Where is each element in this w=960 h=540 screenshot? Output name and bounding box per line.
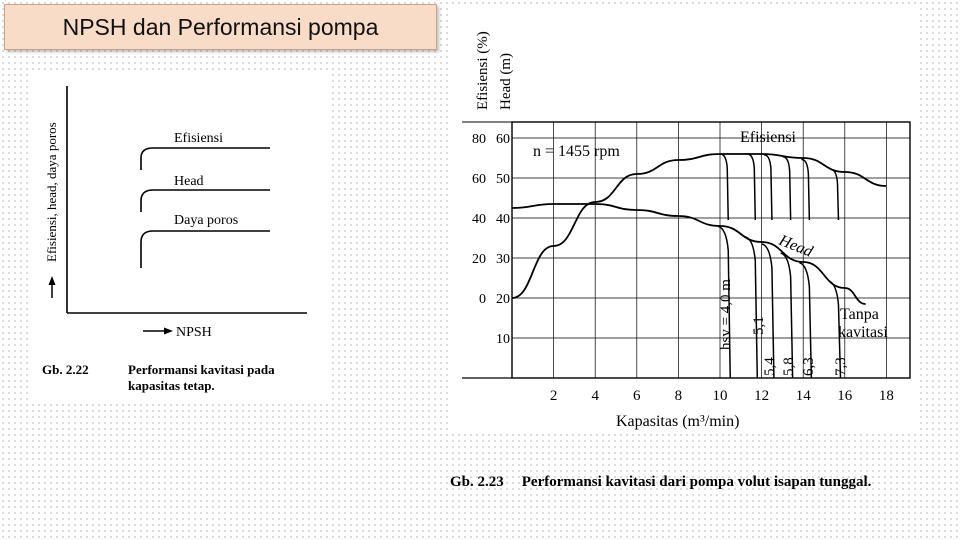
- figure-right-panel: [448, 8, 920, 432]
- right-eff-tick-label: 40: [472, 212, 486, 227]
- right-x-tick-label: 12: [754, 388, 770, 404]
- slide-title: NPSH dan Performansi pompa: [62, 13, 379, 40]
- caption-right: [450, 474, 871, 491]
- right-hsv-label-4: 6,3: [801, 357, 817, 376]
- right-hsv-label-2: 5,4: [762, 357, 778, 376]
- right-head-label: Head: [776, 231, 816, 261]
- right-hsv-label-3: 5,8: [781, 357, 797, 376]
- right-x-tick-label: 6: [633, 388, 641, 404]
- right-ylabel-head: Head (m): [498, 52, 514, 110]
- right-head-tick-label: 10: [496, 332, 510, 347]
- left-label-head: Head: [174, 174, 204, 189]
- figure-left-panel: [32, 74, 330, 402]
- caption-right-number: Gb. 2.23: [450, 474, 504, 490]
- right-head-tick-label: 30: [496, 252, 510, 267]
- caption-right-text: Performansi kavitasi dari pompa volut isapan tunggal.: [521, 474, 872, 490]
- right-hsv-label-0: hsv = 4,0 m: [718, 279, 734, 350]
- left-xlabel: NPSH: [176, 325, 212, 340]
- caption-left-text: Performansi kavitasi pada kapasitas tetap.: [128, 362, 275, 393]
- slide-title-box: [4, 4, 437, 50]
- right-no-cavitation-label-2: kavitasi: [838, 324, 888, 341]
- right-ylabel-efisiensi: Efisiensi (%): [475, 31, 491, 110]
- right-no-cavitation-label-1: Tanpa: [840, 306, 879, 323]
- right-x-tick-label: 10: [712, 388, 728, 404]
- right-efficiency-label: Efisiensi: [740, 129, 796, 146]
- right-head-tick-label: 60: [496, 132, 510, 147]
- right-eff-tick-label: 20: [472, 252, 486, 267]
- right-x-tick-label: 14: [795, 388, 811, 404]
- right-hsv-label-1: 5,1: [751, 316, 767, 335]
- right-head-tick-label: 40: [496, 212, 510, 227]
- right-eff-tick-label: 0: [479, 292, 486, 307]
- caption-left-number: Gb. 2.22: [42, 362, 89, 377]
- right-eff-tick-label: 80: [472, 132, 486, 147]
- right-speed-label: n = 1455 rpm: [533, 143, 620, 160]
- right-x-tick-label: 16: [837, 388, 853, 404]
- right-head-tick-label: 20: [496, 292, 510, 307]
- right-eff-tick-label: 60: [472, 172, 486, 187]
- left-label-daya-poros: Daya poros: [174, 213, 239, 228]
- right-x-tick-label: 2: [549, 388, 558, 404]
- right-xlabel: Kapasitas (m³/min): [616, 413, 740, 430]
- right-head-tick-label: 50: [496, 172, 510, 187]
- right-hsv-label-5: 7,3: [833, 357, 849, 376]
- right-x-tick-label: 4: [591, 388, 599, 404]
- right-x-tick-label: 18: [878, 388, 894, 404]
- left-ylabel: Efisiensi, head, daya poros: [44, 122, 59, 262]
- right-x-tick-label: 8: [674, 388, 683, 404]
- left-label-efisiensi: Efisiensi: [174, 131, 223, 146]
